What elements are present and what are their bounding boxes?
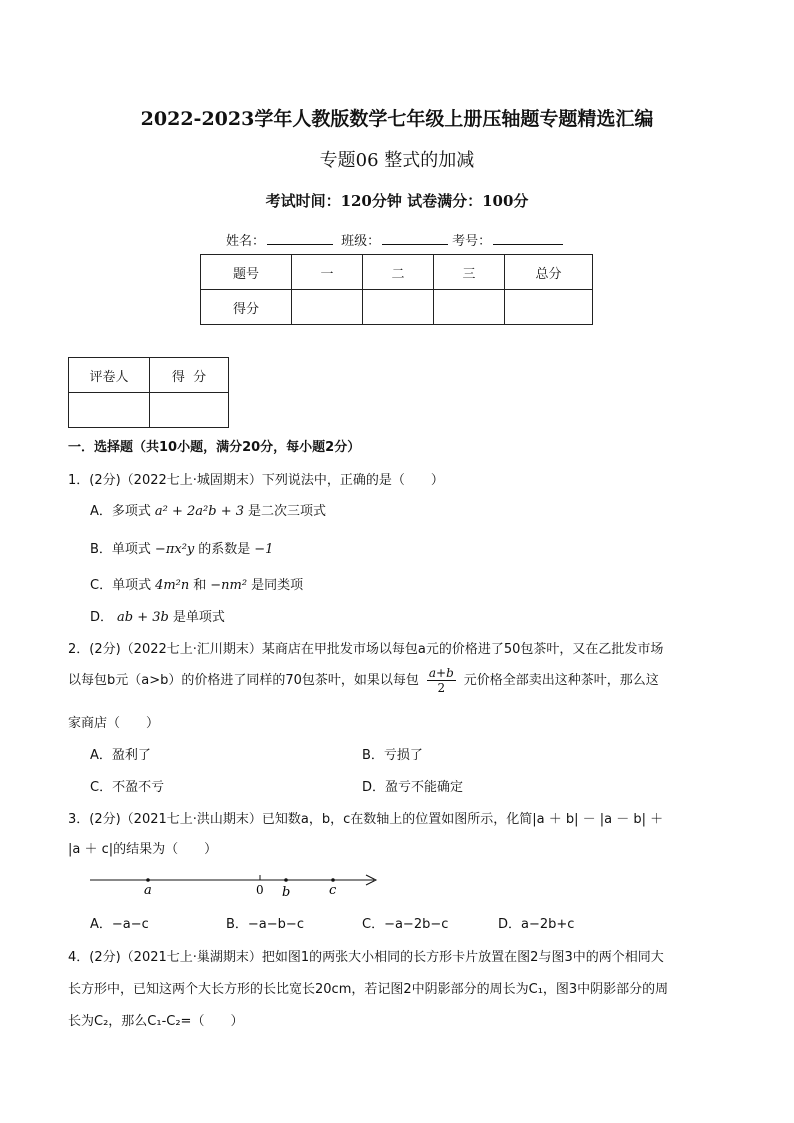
q2-frac-denominator: 2	[437, 681, 446, 695]
q2-line2-text2: 元价格全部卖出这种茶叶，那么这	[463, 673, 659, 688]
student-fields	[226, 230, 567, 249]
q1-b-text: B．单项式	[90, 542, 151, 557]
document-subtitle: 专题06 整式的加减	[319, 150, 475, 171]
number-blank[interactable]	[493, 232, 563, 245]
point-b-dot	[284, 878, 288, 882]
q2-option-d[interactable]: D．盈亏不能确定	[362, 780, 464, 795]
grader-cell[interactable]	[69, 393, 150, 428]
q1-option-c[interactable]	[90, 574, 303, 593]
grader-table	[68, 357, 229, 428]
section-title: 一．选择题（共10小题，满分20分，每小题2分）	[68, 440, 361, 455]
score-cell[interactable]	[292, 290, 363, 325]
number-label: 考号：	[452, 234, 492, 249]
score-row-label: 得分	[201, 290, 292, 325]
q3-line2: |a ＋ c|的结果为（ ）	[68, 842, 218, 857]
exam-info: 考试时间：120分钟 试卷满分：100分	[265, 192, 529, 210]
point-a-label: a	[144, 883, 152, 898]
score-header-cell: 二	[363, 255, 434, 290]
q1-c-math: 4m²n	[155, 578, 190, 593]
name-label: 姓名：	[226, 234, 266, 249]
class-label: 班级：	[341, 234, 381, 249]
q1-a-math: a² + 2a²b + 3	[154, 504, 245, 519]
q1-option-a[interactable]	[90, 500, 326, 519]
q3-option-a[interactable]: A．−a−c	[90, 917, 149, 932]
q2-line1: 2．(2分)（2022七上·汇川期末）某商店在甲批发市场以每包a元的价格进了50包茶叶，又在乙批发市场	[68, 642, 664, 657]
score-cell[interactable]	[505, 290, 593, 325]
q1-c-text3: 是同类项	[251, 578, 304, 593]
origin-label: 0	[256, 883, 264, 897]
grader-header: 评卷人	[69, 358, 150, 393]
q4-line3: 长为C₂，那么C₁-C₂=（ ）	[68, 1014, 244, 1029]
q1-b-math2: −1	[254, 542, 274, 557]
q2-line2-text: 以每包b元（a>b）的价格进了同样的70包茶叶，如果以每包	[68, 673, 419, 688]
class-blank[interactable]	[382, 232, 448, 245]
document-title: 2022-2023学年人教版数学七年级上册压轴题专题精选汇编	[140, 108, 654, 130]
q1-a-text: A．多项式	[90, 504, 151, 519]
q4-line1: 4．(2分)（2021七上·巢湖期末）把如图1的两张大小相同的长方形卡片放置在图2与图3中的两个相同大	[68, 950, 664, 965]
score-header-cell: 三	[434, 255, 505, 290]
score-table-row	[201, 290, 593, 325]
q1-option-b[interactable]	[90, 538, 277, 557]
q1-c-text2: 和	[193, 578, 207, 593]
q1-d-text2: 是单项式	[172, 610, 225, 625]
q2-option-c[interactable]: C．不盈不亏	[90, 780, 165, 795]
q2-line2	[68, 666, 659, 695]
q2-frac-numerator: a+b	[428, 666, 454, 680]
q3-option-d[interactable]: D．a−2b+c	[498, 917, 575, 932]
q2-fraction	[427, 666, 456, 695]
q1-c-math2: −nm²	[210, 578, 248, 593]
q1-a-text2: 是二次三项式	[248, 504, 327, 519]
q1-b-math: −πx²y	[154, 542, 195, 557]
points-header: 得 分	[150, 358, 229, 393]
q1-c-text: C．单项式	[90, 578, 152, 593]
q3-option-b[interactable]: B．−a−b−c	[226, 917, 304, 932]
q1-b-text2: 的系数是	[198, 542, 251, 557]
q4-line2: 长方形中，已知这两个大长方形的长比宽长20cm，若记图2中阴影部分的周长为C₁，图3中阴影部分的周	[68, 982, 669, 997]
score-header-cell: 题号	[201, 255, 292, 290]
q1-option-d[interactable]	[90, 606, 225, 625]
point-c-label: c	[329, 883, 337, 898]
q1-stem: 1．(2分)（2022七上·城固期末）下列说法中，正确的是（ ）	[68, 473, 444, 488]
number-line-figure	[88, 868, 388, 902]
q3-line1: 3．(2分)（2021七上·洪山期末）已知数a，b，c在数轴上的位置如图所示，化简|a ＋ b| － |a － b| ＋	[68, 812, 664, 827]
score-cell[interactable]	[434, 290, 505, 325]
score-table	[200, 254, 593, 325]
point-a-dot	[146, 878, 150, 882]
point-c-dot	[331, 878, 335, 882]
q2-option-a[interactable]: A．盈利了	[90, 748, 151, 763]
q1-d-text: D．	[90, 610, 114, 625]
point-b-label: b	[282, 885, 291, 900]
name-blank[interactable]	[267, 232, 333, 245]
score-header-cell: 一	[292, 255, 363, 290]
points-cell[interactable]	[150, 393, 229, 428]
q2-option-b[interactable]: B．亏损了	[362, 748, 423, 763]
score-header-cell: 总分	[505, 255, 593, 290]
score-table-header-row	[201, 255, 593, 290]
q1-d-math: ab + 3b	[117, 610, 169, 625]
q3-option-c[interactable]: C．−a−2b−c	[362, 917, 449, 932]
q2-line3: 家商店（ ）	[68, 716, 160, 731]
score-cell[interactable]	[363, 290, 434, 325]
